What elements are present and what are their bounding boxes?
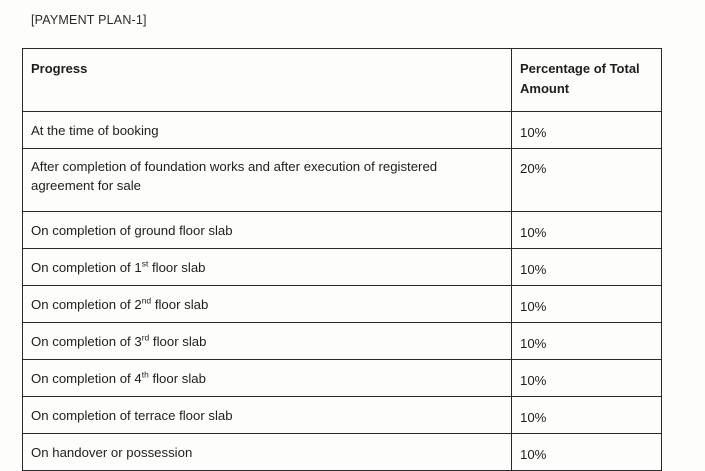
progress-cell: On completion of ground floor slab: [23, 212, 512, 249]
percentage-cell: 10%: [512, 323, 662, 360]
payment-plan-table: [22, 48, 662, 471]
percentage-cell: 10%: [512, 249, 662, 286]
table-row: [23, 149, 662, 212]
progress-cell: On completion of 1st floor slab: [23, 249, 512, 286]
progress-cell: On completion of 4th floor slab: [23, 360, 512, 397]
table-row: [23, 212, 662, 249]
progress-cell: On completion of terrace floor slab: [23, 397, 512, 434]
progress-cell: On completion of 2nd floor slab: [23, 286, 512, 323]
table-row: [23, 360, 662, 397]
table-row: [23, 112, 662, 149]
percentage-cell: 10%: [512, 360, 662, 397]
progress-cell: At the time of booking: [23, 112, 512, 149]
table-row: [23, 249, 662, 286]
percentage-cell: 10%: [512, 397, 662, 434]
percentage-cell: 10%: [512, 286, 662, 323]
percentage-cell: 20%: [512, 149, 662, 212]
table-row: [23, 286, 662, 323]
table-row: [23, 323, 662, 360]
table-row: [23, 397, 662, 434]
table-header-row: [23, 49, 662, 112]
percentage-header: Percentage of Total Amount: [512, 49, 662, 112]
progress-header: Progress: [23, 49, 512, 112]
percentage-cell: 10%: [512, 212, 662, 249]
percentage-cell: 10%: [512, 112, 662, 149]
progress-cell: On handover or possession: [23, 434, 512, 471]
progress-cell: On completion of 3rd floor slab: [23, 323, 512, 360]
page-heading: [PAYMENT PLAN-1]: [31, 13, 147, 27]
percentage-cell: 10%: [512, 434, 662, 471]
table-row: [23, 434, 662, 471]
progress-cell: After completion of foundation works and after execution of registered agreement for sale: [23, 149, 512, 212]
